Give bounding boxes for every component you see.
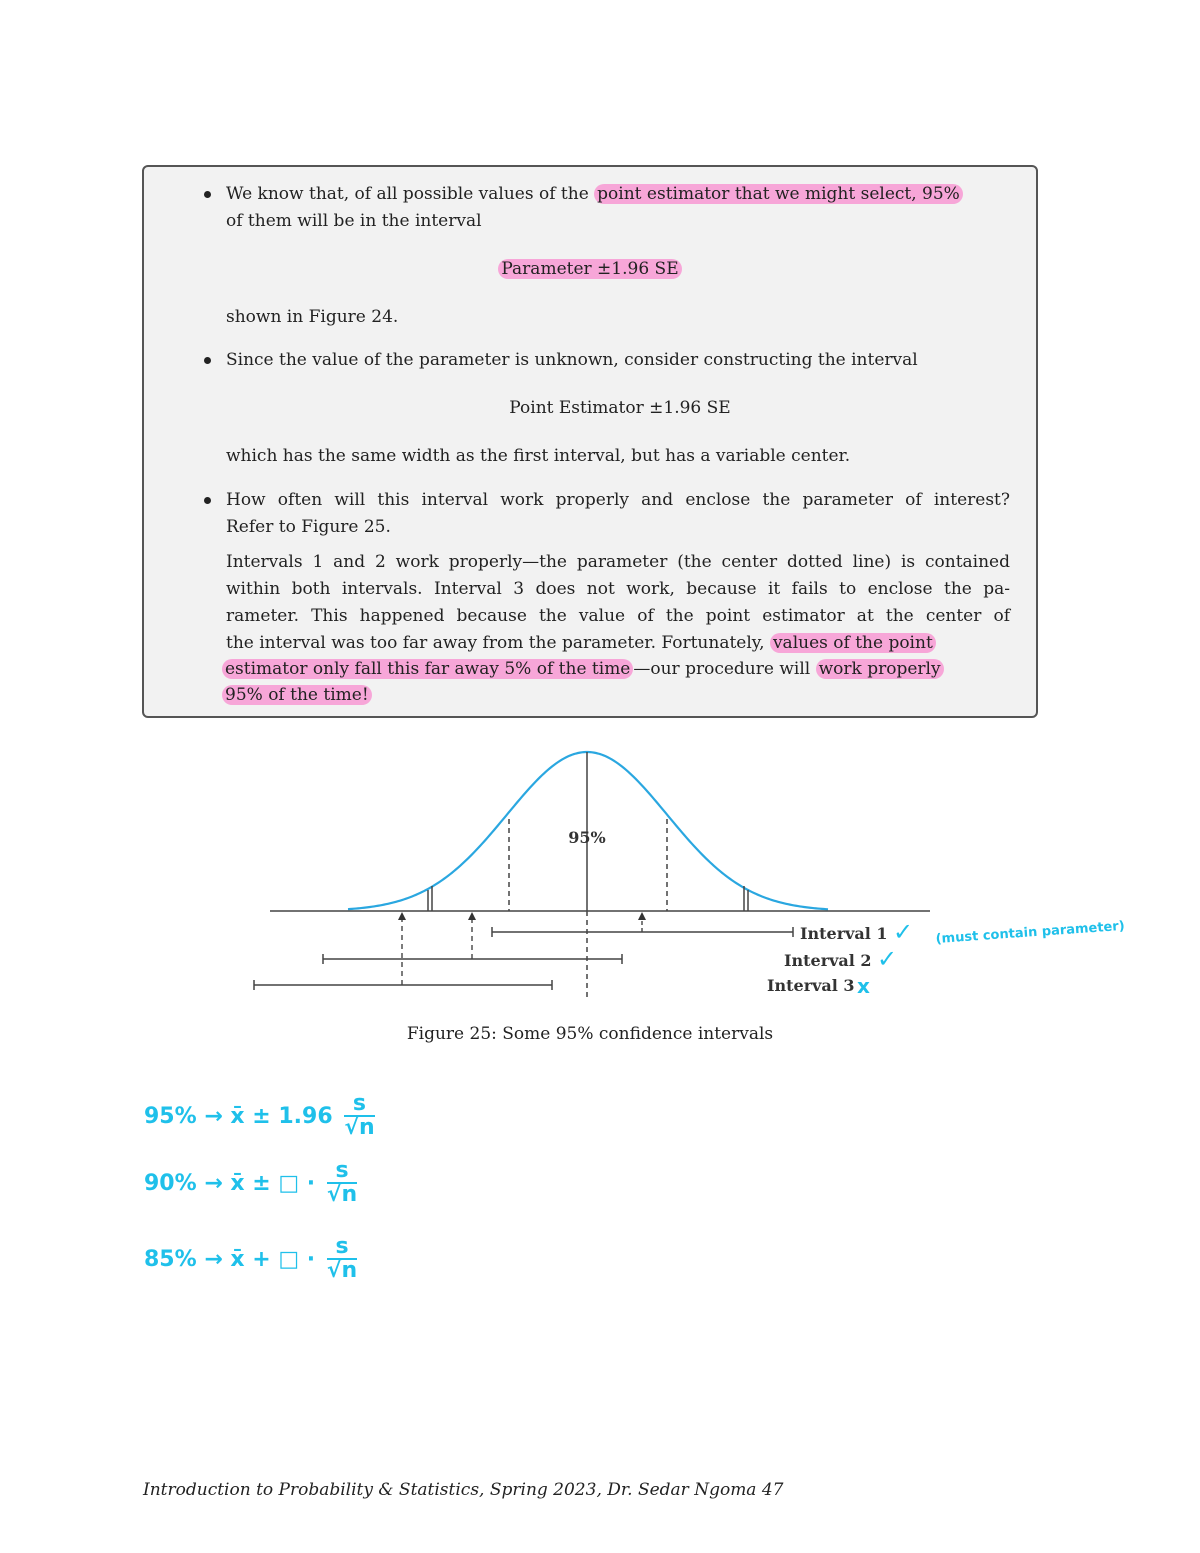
paragraph-line-4: the interval was too far away from the parameter. Fortunately, values of the point <box>226 630 936 656</box>
handwritten-formula-85: 85% → x̄ + □ · $\frac{s}{√n}$ <box>144 1234 358 1283</box>
checkmark-1: ✓ <box>893 918 914 946</box>
bullet-2-line-1: Since the value of the parameter is unknown, consider constructing the interval <box>226 350 918 370</box>
bullet-3-line-1: How often will this interval work properly and enclose the parameter of interest? <box>226 490 1010 510</box>
figure-caption: Figure 25: Some 95% confidence intervals <box>406 1024 774 1044</box>
arrowhead-1 <box>638 912 646 920</box>
interval-3-label: Interval 3 <box>767 976 855 995</box>
highlight-estimator-fall: estimator only fall this far away 5% of the time <box>222 659 633 679</box>
x-mark-3: x <box>857 974 870 998</box>
interval-1-label: Interval 1 <box>800 924 888 943</box>
bullet-1-line-1: We know that, of all possible values of the point estimator that we might select, 95% <box>226 181 963 207</box>
fraction-s-over-root-n: $\frac{s}{√n}$ <box>326 1158 358 1207</box>
highlight-95-time: 95% of the time! <box>222 685 372 705</box>
paragraph-line-1: Intervals 1 and 2 work properly—the parameter (the center dotted line) is contained <box>226 552 1010 572</box>
interval-2-label: Interval 2 <box>784 951 872 970</box>
fraction-s-over-root-n: $\frac{s}{√n}$ <box>344 1091 375 1140</box>
formula-parameter: Parameter ±1.96 SE <box>142 256 1038 282</box>
page-footer: Introduction to Probability & Statistics, Spring 2023, Dr. Sedar Ngoma 47 <box>143 1480 784 1500</box>
handwritten-formula-95: 95% → x̄ ± 1.96 $\frac{s}{√n}$ <box>144 1091 375 1140</box>
center-label: 95% <box>568 828 606 847</box>
bullet-1-after: shown in Figure 24. <box>226 307 399 327</box>
highlight-point-estimator: point estimator that we might select, 95% <box>594 184 963 204</box>
bullet-3-line-2: Refer to Figure 25. <box>226 517 391 537</box>
paragraph-line-2: within both intervals. Interval 3 does not work, because it fails to enclose the pa- <box>226 579 1010 599</box>
highlight-values-point: values of the point <box>770 633 936 653</box>
arrowhead-2 <box>468 912 476 920</box>
bullet-1-line-2: of them will be in the interval <box>226 211 482 231</box>
arrowhead-3 <box>398 912 406 920</box>
paragraph-line-5: estimator only fall this far away 5% of the time —our procedure will work properly <box>222 656 944 682</box>
highlight-work-properly: work properly <box>816 659 944 679</box>
formula-point-estimator: Point Estimator ±1.96 SE <box>509 398 731 418</box>
checkmark-2: ✓ <box>877 945 898 973</box>
fraction-s-over-root-n: $\frac{s}{√n}$ <box>326 1234 358 1283</box>
bullet-2-after: which has the same width as the first interval, but has a variable center. <box>226 446 851 466</box>
handwritten-formula-90: 90% → x̄ ± □ · $\frac{s}{√n}$ <box>144 1158 358 1207</box>
handwritten-note: (must contain parameter) <box>935 918 1126 947</box>
paragraph-line-3: rameter. This happened because the value of the point estimator at the center of <box>226 606 1010 626</box>
